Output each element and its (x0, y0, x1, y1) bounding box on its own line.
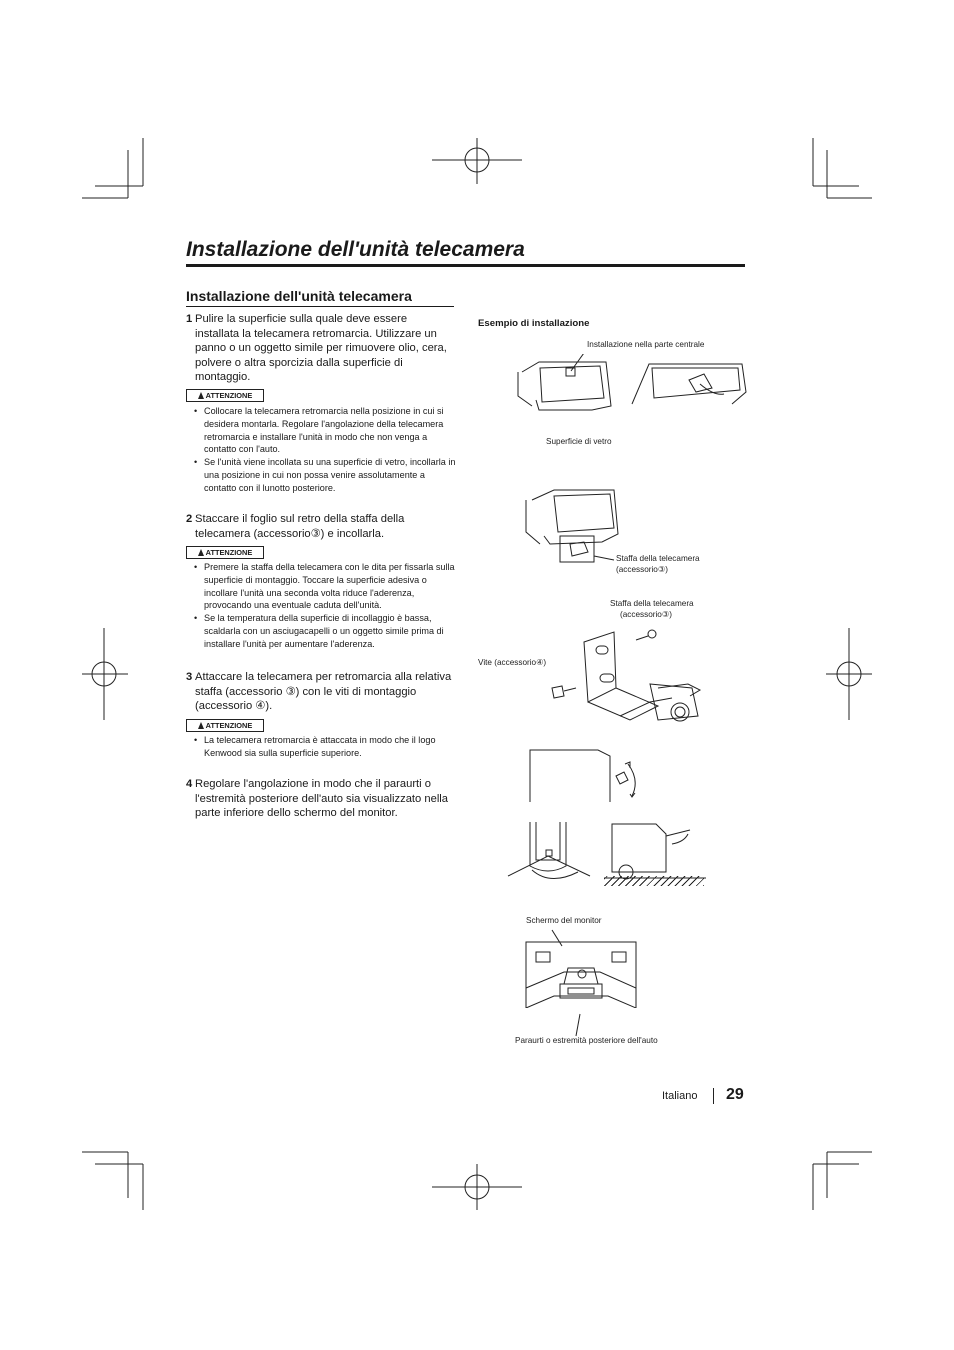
section-rule (186, 306, 454, 307)
warning-list (192, 561, 456, 651)
section-title: Installazione dell'unità telecamera (186, 288, 412, 304)
step-number: 4 (186, 778, 193, 790)
camera-bracket-exploded-illustration (540, 628, 710, 738)
caption-bumper: Paraurti o estremità posteriore dell'auto (515, 1036, 658, 1045)
page-number: 29 (726, 1086, 744, 1103)
warning-item: • Collocare la telecamera retromarcia nella posizione in cui si desidera montarla. Regolare l'angolazione della telecamera retromarcia e installare l'unità in modo che non venga a contatto con l'auto. (192, 405, 456, 456)
step-number: 3 (186, 671, 193, 683)
step-number: 2 (186, 513, 193, 525)
bracket-on-window-illustration (514, 486, 624, 566)
caption-screw: Vite (accessorio④) (478, 658, 547, 667)
example-label: Esempio di installazione (478, 318, 590, 329)
caption-bracket: Staffa della telecamera (accessorio③) (610, 599, 694, 619)
step-text: Staccare il foglio sul retro della staffa della telecamera (accessorio③) e incollarla. (195, 513, 405, 540)
caption-monitor-screen: Schermo del monitor (526, 916, 602, 925)
step-text: Pulire la superficie sulla quale deve essere installata la telecamera retromarcia. Utilizzare un panno o un oggetto simile per rimuovere olio, cera, polvere o altra sporcizia dalla superficie di montaggio. (195, 313, 447, 383)
warning-item: • Se l'unità viene incollata su una superficie di vetro, incollarla in una posizione in cui non possa venire assolutamente a contatto con il lunotto posteriore. (192, 456, 456, 494)
warning-item: • Se la temperatura della superficie di incollaggio è bassa, scaldarla con un asciugacapelli o un oggetto simile prima di installare l'unità per aumentare l'aderenza. (192, 612, 456, 650)
warning-badge: ATTENZIONE (186, 719, 264, 732)
angle-adjustment-illustration (528, 746, 638, 806)
footer-separator (713, 1088, 714, 1104)
ground-hatch (604, 876, 704, 886)
caption-center-install: Installazione nella parte centrale (587, 340, 705, 349)
step-text: Attaccare la telecamera per retromarcia alla relativa staffa (accessorio ③) con le viti di montaggio (accessorio ④). (195, 671, 452, 712)
footer-language: Italiano (662, 1090, 698, 1102)
caption-bracket: Staffa della telecamera (accessorio③) (616, 554, 700, 574)
step-3 (186, 670, 454, 714)
title-rule (186, 264, 745, 267)
warning-list (192, 405, 456, 495)
step-1 (186, 312, 454, 385)
rear-window-illustration (514, 354, 754, 434)
step-2 (186, 512, 454, 541)
caption-glass-surface: Superficie di vetro (546, 437, 612, 446)
warning-icon (198, 722, 204, 729)
warning-item: • Premere la staffa della telecamera con le dita per fissarla sulla superficie di montaggio. Toccare la superficie adesiva o incollare l'unità una seconda volta riduce l'aderenza, provocando una eventuale caduta dell'unità. (192, 561, 456, 612)
warning-icon (198, 392, 204, 399)
step-number: 1 (186, 313, 193, 325)
warning-badge: ATTENZIONE (186, 546, 264, 559)
page-title: Installazione dell'unità telecamera (186, 238, 525, 261)
warning-list (192, 734, 456, 760)
bumper-pointer (572, 1012, 584, 1038)
step-4 (186, 777, 454, 821)
step-text: Regolare l'angolazione in modo che il paraurti o l'estremità posteriore dell'auto sia visualizzato nella parte inferiore dello schermo del monitor. (195, 778, 449, 819)
warning-icon (198, 549, 204, 556)
warning-item: • La telecamera retromarcia è attaccata in modo che il logo Kenwood sia sulla superficie superiore. (192, 734, 456, 760)
monitor-screen-illustration (524, 928, 640, 1008)
warning-badge: ATTENZIONE (186, 389, 264, 402)
